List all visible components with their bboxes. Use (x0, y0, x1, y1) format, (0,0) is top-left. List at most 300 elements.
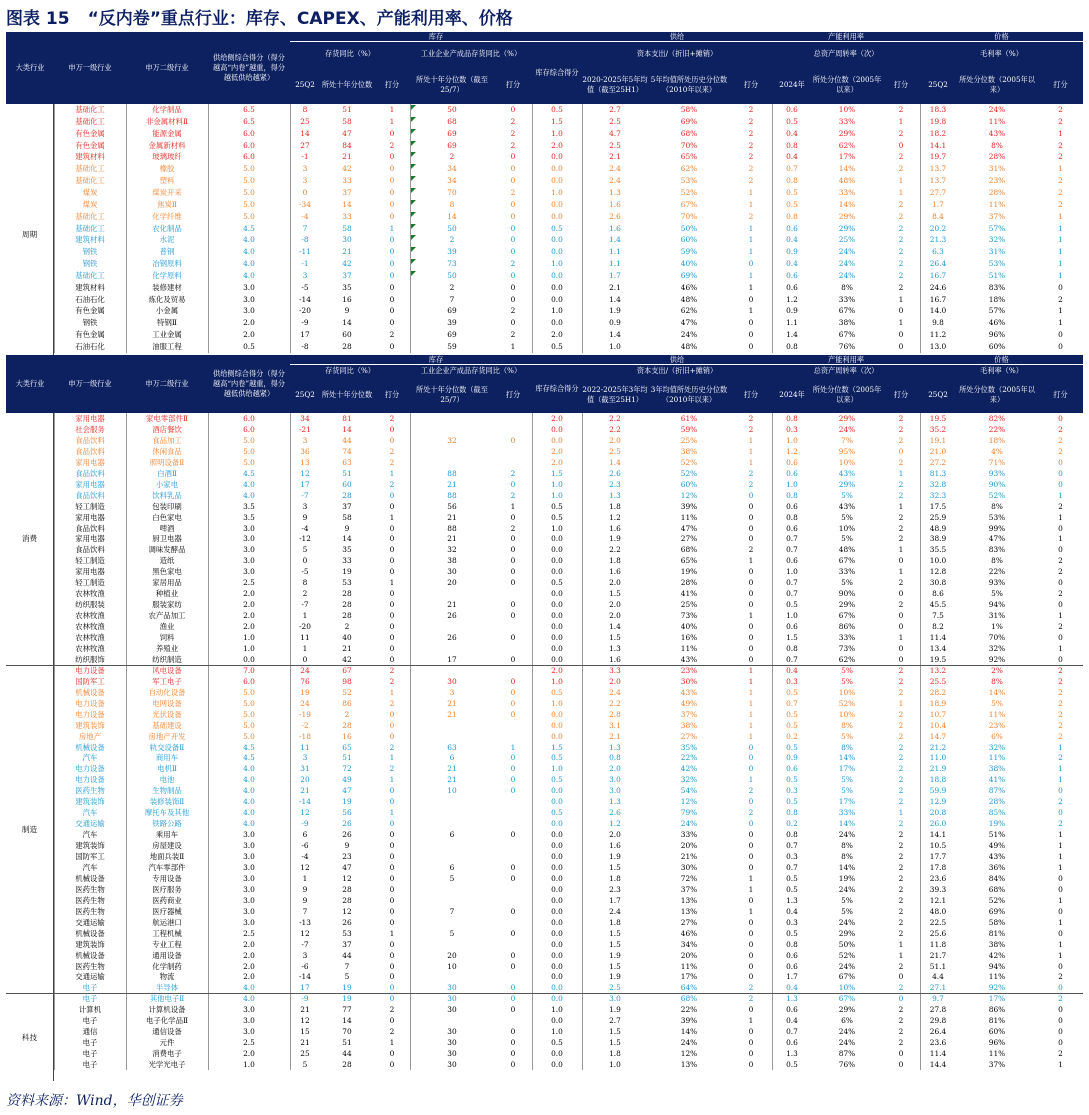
cell-inv-q: -11 (299, 247, 311, 257)
cell-util-2024: 0.7 (786, 654, 798, 664)
cell-supply-score: 5.0 (243, 457, 255, 467)
table-row (6, 1004, 1083, 1015)
cell-util-2024: 0.8 (786, 342, 798, 351)
cell-capex-avg: 1.5 (609, 1027, 621, 1037)
cell-capex-avg: 2.3 (609, 884, 621, 894)
cell-capex-score: 1 (748, 556, 754, 566)
cell-inv-total: 1.0 (551, 698, 563, 708)
cell-ind-score: 0 (510, 247, 516, 257)
flag-marker (411, 235, 416, 240)
cell-ind-score: 0 (510, 556, 516, 566)
cell-inv-score: 0 (389, 306, 395, 316)
cell-capex-score: 1 (748, 709, 754, 719)
cell-gm-pct: 17% (988, 994, 1006, 1004)
cell-util-pct: 24% (838, 259, 856, 269)
cell-inv-q: 2 (302, 589, 308, 599)
cell-sw1: 社会服务 (75, 424, 105, 434)
header-price: 价格 (920, 32, 1083, 42)
cell-ind-score: 2 (510, 140, 516, 150)
cell-util-pct: 10% (838, 105, 856, 114)
cell-gm-pct: 28% (988, 187, 1006, 197)
cell-gm-q: 18.2 (929, 128, 947, 138)
header-sw2-b: 申万二级行业 (145, 379, 189, 388)
cell-inv-score: 2 (389, 330, 395, 340)
cell-inv-score: 2 (389, 764, 395, 774)
cell-gm-q: 81.3 (929, 468, 947, 478)
cell-gm-score: 2 (1058, 622, 1063, 632)
cell-gm-q: 10.0 (929, 556, 947, 566)
cell-gm-score: 1 (1058, 852, 1063, 861)
cell-capex-pct: 11% (680, 961, 698, 971)
cell-util-score: 2 (898, 152, 904, 162)
cell-sw2: 医疗服务 (152, 884, 182, 894)
cell-util-score: 2 (898, 270, 904, 280)
cell-gm-pct: 83% (988, 282, 1006, 292)
cell-gm-score: 0 (1058, 961, 1063, 971)
cell-sw1: 电子 (82, 1038, 98, 1048)
cell-gm-pct: 31% (988, 611, 1006, 621)
cell-inv-score: 0 (389, 294, 395, 304)
header-y2024-b: 2024年 (779, 390, 805, 399)
cell-sw2: 农产品加工 (148, 611, 186, 621)
sector-label: 消费 (6, 413, 54, 665)
table-row (6, 163, 1083, 175)
cell-sw2: 家电零部件Ⅱ (146, 414, 188, 423)
cell-gm-score: 1 (1058, 643, 1063, 653)
cell-util-pct: 43% (838, 468, 856, 478)
table-row (6, 512, 1083, 523)
cell-gm-q: 24.6 (929, 282, 947, 292)
cell-gm-q: 27.8 (929, 1005, 947, 1015)
cell-capex-pct: 38% (680, 446, 698, 456)
header-q-2-b: 25Q2 (928, 390, 948, 399)
cell-inv-pct: 12 (342, 873, 352, 883)
cell-capex-avg: 2.0 (609, 600, 621, 610)
cell-supply-score: 2.5 (243, 1038, 255, 1048)
cell-util-score: 0 (898, 654, 904, 664)
cell-ind-score: 1 (510, 501, 516, 511)
cell-util-pct: 24% (838, 1038, 856, 1048)
table-row (6, 544, 1083, 555)
cell-gm-pct: 14% (988, 687, 1006, 697)
cell-ind-pct: 26 (447, 611, 457, 621)
cell-capex-score: 0 (748, 654, 754, 664)
cell-gm-pct: 57% (988, 306, 1006, 316)
cell-util-score: 1 (898, 294, 904, 304)
cell-util-pct: 14% (838, 164, 856, 174)
cell-util-score: 0 (898, 306, 904, 316)
cell-util-2024: 0.5 (786, 1060, 798, 1070)
cell-inv-pct: 9 (344, 306, 350, 316)
cell-gm-score: 0 (1058, 654, 1063, 664)
cell-ind-pct: 20 (447, 950, 457, 960)
cell-gm-pct: 38% (988, 764, 1006, 774)
cell-capex-pct: 42% (680, 764, 698, 774)
cell-sw1: 交通运输 (75, 917, 105, 927)
cell-util-score: 1 (898, 939, 904, 949)
cell-util-score: 2 (898, 775, 904, 785)
cell-inv-pct: 58 (342, 512, 352, 522)
cell-util-pct: 43% (838, 501, 856, 511)
cell-gm-q: 45.5 (929, 600, 947, 610)
cell-supply-score: 3.5 (243, 501, 255, 511)
cell-inv-total: 0.0 (551, 1016, 563, 1026)
cell-ind-score: 0 (510, 611, 516, 621)
cell-sw2: 普钢 (159, 247, 175, 257)
cell-inv-q: 7 (302, 223, 308, 233)
cell-capex-score: 1 (748, 235, 754, 245)
cell-inv-pct: 63 (342, 457, 352, 467)
cell-capex-avg: 3.0 (609, 994, 621, 1004)
cell-sw1: 机械设备 (75, 687, 105, 697)
cell-util-pct: 33% (838, 633, 856, 642)
cell-util-score: 0 (898, 330, 904, 340)
cell-ind-score: 0 (510, 709, 516, 719)
cell-ind-pct: 30 (447, 983, 457, 993)
cell-inv-total: 0.0 (551, 819, 563, 829)
cell-util-score: 0 (898, 589, 904, 599)
cell-sw1: 钢铁 (82, 259, 98, 269)
cell-sw2: 橡胶 (159, 164, 175, 174)
cell-capex-score: 0 (748, 742, 754, 752)
cell-inv-score: 0 (389, 235, 395, 245)
table-row (6, 588, 1083, 599)
cell-inv-score: 2 (389, 414, 395, 423)
cell-sw1: 电力设备 (75, 775, 105, 785)
cell-sw2: 食品加工 (152, 435, 182, 445)
cell-capex-pct: 47% (680, 523, 698, 533)
cell-inv-total: 0.5 (551, 775, 563, 785)
cell-gm-score: 2 (1058, 567, 1063, 577)
cell-ind-pct: 32 (447, 435, 457, 445)
cell-inv-pct: 58 (342, 223, 352, 233)
header-score-3-b: 打分 (743, 390, 759, 399)
cell-gm-score: 2 (1058, 424, 1063, 434)
cell-ind-score: 0 (510, 928, 516, 938)
cell-ind-pct: 56 (447, 501, 457, 511)
cell-capex-pct: 60% (680, 235, 698, 245)
cell-ind-score: 0 (510, 211, 516, 221)
cell-gm-pct: 52% (988, 490, 1006, 500)
cell-ind-score: 0 (510, 294, 516, 304)
cell-util-score: 2 (898, 797, 904, 807)
cell-gm-pct: 82% (988, 414, 1006, 423)
cell-inv-pct: 51 (342, 753, 352, 763)
cell-gm-score: 2 (1058, 797, 1063, 807)
cell-inv-total: 0.0 (551, 534, 563, 544)
cell-util-pct: 25% (838, 235, 856, 245)
cell-sw1: 纺织服装 (75, 600, 105, 610)
cell-sw1: 建筑材料 (75, 235, 105, 245)
cell-supply-score: 4.0 (243, 479, 255, 489)
cell-inv-score: 2 (389, 665, 395, 675)
cell-ind-score: 0 (510, 906, 516, 916)
header-score-1-b: 打分 (384, 390, 400, 399)
cell-ind-pct: 69 (447, 330, 457, 340)
cell-ind-pct: 30 (447, 676, 457, 686)
cell-inv-pct: 37 (342, 270, 352, 280)
cell-gm-pct: 47% (988, 534, 1006, 544)
cell-util-2024: 0.3 (786, 676, 798, 686)
header-price-sub-b: 毛利率（%） (980, 366, 1023, 375)
cell-util-2024: 0.6 (786, 622, 798, 632)
cell-gm-q: 13.2 (929, 665, 947, 675)
table-row (6, 104, 1083, 116)
cell-util-2024: 0.4 (786, 235, 798, 245)
cell-capex-pct: 69% (680, 116, 698, 126)
cell-gm-q: 20.8 (929, 808, 947, 818)
cell-ind-pct: 38 (447, 556, 457, 566)
cell-ind-pct: 30 (447, 994, 457, 1004)
cell-sw2: 厨卫电器 (152, 534, 182, 544)
cell-inv-score: 0 (389, 950, 395, 960)
cell-gm-pct: 37% (988, 1060, 1006, 1070)
cell-ind-pct: 8 (449, 199, 455, 209)
cell-ind-score: 2 (510, 259, 516, 269)
cell-sw1: 食品饮料 (75, 446, 105, 456)
cell-sw2: 光伏设备 (152, 709, 182, 719)
cell-gm-score: 0 (1058, 523, 1063, 533)
header-capex-avg-b: 2022-2025年3年均值（截至25H1） (582, 385, 648, 404)
table-row (6, 939, 1083, 950)
cell-util-2024: 0.5 (786, 742, 798, 752)
header-score-2: 打分 (505, 80, 521, 89)
cell-capex-score: 0 (748, 841, 754, 851)
table-row (6, 479, 1083, 490)
header-util: 产能利用率 (772, 32, 920, 42)
cell-sw1: 建筑装饰 (75, 939, 105, 949)
table-row (6, 873, 1083, 884)
cell-supply-score: 6.0 (243, 140, 255, 150)
cell-inv-pct: 51 (342, 105, 352, 114)
cell-inv-score: 0 (389, 176, 395, 186)
table-row (6, 270, 1083, 282)
cell-ind-pct: 6 (449, 830, 455, 840)
cell-ind-score: 2 (510, 116, 516, 126)
cell-gm-score: 2 (1058, 819, 1063, 829)
cell-inv-q: -2 (301, 720, 309, 730)
cell-util-score: 2 (898, 211, 904, 221)
cell-capex-score: 1 (748, 611, 754, 621)
cell-capex-avg: 1.3 (609, 187, 621, 197)
header-capex-avg: 2020-2025年5年均值（截至25H1） (582, 75, 648, 94)
cell-ind-score: 0 (510, 479, 516, 489)
cell-util-2024: 1.0 (786, 567, 798, 577)
cell-util-2024: 0.7 (786, 1027, 798, 1037)
cell-inv-score: 0 (389, 873, 395, 883)
cell-inv-pct: 28 (342, 884, 352, 894)
flag-marker (411, 212, 416, 217)
cell-supply-score: 4.0 (243, 764, 255, 774)
cell-inv-score: 0 (389, 1016, 395, 1026)
cell-inv-score: 1 (389, 578, 395, 588)
cell-gm-pct: 43% (988, 852, 1006, 861)
table-row (6, 246, 1083, 258)
cell-inv-q: 9 (302, 895, 308, 905)
cell-inv-pct: 37 (342, 187, 352, 197)
cell-inv-score: 0 (389, 567, 395, 577)
cell-inv-q: 3 (302, 501, 308, 511)
cell-util-pct: 19% (838, 873, 856, 883)
cell-supply-score: 3.5 (243, 512, 255, 522)
cell-ind-pct: 21 (447, 709, 457, 719)
cell-inv-q: 3 (302, 164, 308, 174)
cell-capex-avg: 2.5 (609, 116, 621, 126)
cell-supply-score: 3.0 (243, 306, 255, 316)
cell-capex-score: 2 (748, 128, 754, 138)
cell-inv-score: 1 (389, 928, 395, 938)
cell-capex-score: 1 (748, 906, 754, 916)
cell-sw1: 家用电器 (75, 567, 105, 577)
table-row (6, 698, 1083, 709)
cell-inv-total: 0.5 (551, 501, 563, 511)
cell-inv-total: 0.0 (551, 199, 563, 209)
cell-sw1: 石油石化 (75, 294, 105, 304)
cell-inv-total: 0.0 (551, 709, 563, 719)
cell-util-score: 2 (898, 490, 904, 500)
cell-capex-avg: 1.9 (609, 972, 621, 982)
cell-inv-pct: 47 (342, 786, 352, 796)
cell-gm-q: 38.9 (929, 534, 947, 544)
cell-sw2: 医药商业 (152, 895, 182, 905)
cell-inv-q: 7 (302, 906, 308, 916)
cell-gm-q: 28.2 (929, 687, 947, 697)
cell-util-pct: 8% (841, 852, 853, 861)
cell-inv-q: 31 (300, 764, 310, 774)
flag-marker (411, 188, 416, 193)
cell-capex-pct: 70% (680, 140, 698, 150)
cell-inv-score: 0 (389, 424, 395, 434)
cell-gm-pct: 51% (988, 830, 1006, 840)
cell-gm-q: 27.2 (929, 457, 947, 467)
cell-capex-score: 0 (748, 490, 754, 500)
cell-ind-score: 0 (510, 830, 516, 840)
cell-sw2: 军工电子 (152, 676, 182, 686)
cell-gm-score: 2 (1058, 994, 1063, 1004)
cell-gm-score: 2 (1058, 435, 1063, 445)
cell-sw1: 农林牧渔 (75, 643, 105, 653)
cell-util-score: 2 (898, 676, 904, 686)
table-row (6, 523, 1083, 534)
cell-capex-score: 0 (748, 1027, 754, 1037)
cell-capex-avg: 2.2 (609, 414, 621, 423)
cell-util-2024: 0.7 (786, 862, 798, 872)
cell-inv-pct: 28 (342, 589, 352, 599)
cell-inv-score: 0 (389, 342, 395, 351)
cell-inv-score: 0 (389, 972, 395, 982)
cell-capex-avg: 3.3 (609, 665, 621, 675)
cell-gm-pct: 41% (988, 775, 1006, 785)
cell-capex-score: 0 (748, 862, 754, 872)
cell-util-score: 2 (898, 764, 904, 774)
cell-sw1: 有色金属 (75, 306, 105, 316)
cell-inv-q: 34 (300, 414, 310, 423)
header-capex: 资本支出/（折旧+摊销） (636, 49, 718, 58)
cell-util-pct: 52% (838, 698, 856, 708)
cell-util-score: 1 (898, 468, 904, 478)
cell-util-score: 2 (898, 247, 904, 257)
cell-inv-q: -13 (299, 917, 311, 927)
cell-gm-q: 20.2 (929, 223, 947, 233)
cell-capex-pct: 25% (680, 435, 698, 445)
cell-util-pct: 67% (838, 994, 856, 1004)
cell-util-2024: 0.6 (786, 961, 798, 971)
cell-capex-score: 0 (748, 972, 754, 982)
cell-capex-score: 0 (748, 1038, 754, 1048)
cell-util-2024: 0.6 (786, 523, 798, 533)
cell-gm-pct: 32% (988, 235, 1006, 245)
cell-gm-score: 0 (1058, 342, 1063, 351)
flag-marker (411, 247, 416, 252)
cell-util-score: 1 (898, 187, 904, 197)
cell-util-pct: 10% (838, 687, 856, 697)
cell-inv-q: 8 (302, 578, 308, 588)
cell-capex-score: 0 (748, 512, 754, 522)
header-capex-pct: 5年均值所处历史分位数（2010年以来） (650, 75, 728, 94)
table-row (6, 128, 1083, 140)
cell-gm-score: 1 (1058, 764, 1063, 774)
cell-inv-total: 0.0 (551, 622, 563, 632)
cell-sw1: 建筑材料 (75, 282, 105, 292)
cell-sw2: 纺织制造 (152, 654, 182, 664)
cell-gm-score: 2 (1058, 501, 1063, 511)
cell-inv-pct: 40 (342, 633, 352, 642)
cell-inv-total: 0.0 (551, 611, 563, 621)
cell-sw1: 电力设备 (75, 709, 105, 719)
cell-gm-score: 1 (1058, 247, 1063, 257)
cell-sw1: 农林牧渔 (75, 611, 105, 621)
cell-inv-total: 0.0 (551, 895, 563, 905)
table-row (6, 917, 1083, 928)
cell-gm-q: 26.4 (929, 1027, 947, 1037)
cell-inv-q: 19 (300, 687, 310, 697)
flag-marker (411, 129, 416, 134)
cell-capex-avg: 2.1 (609, 731, 621, 741)
cell-capex-avg: 0.9 (609, 318, 621, 328)
cell-capex-score: 0 (748, 950, 754, 960)
cell-capex-pct: 52% (680, 187, 698, 197)
cell-sw1: 家用电器 (75, 414, 105, 423)
figure-heading: “反内卷”重点行业：库存、CAPEX、产能利用率、价格 (87, 9, 513, 29)
cell-inv-total: 0.5 (551, 753, 563, 763)
cell-ind-pct: 21 (447, 600, 457, 610)
cell-capex-pct: 37% (680, 709, 698, 719)
cell-ind-pct: 7 (449, 294, 455, 304)
cell-inv-score: 1 (389, 808, 395, 818)
cell-ind-pct: 21 (447, 534, 457, 544)
cell-util-score: 2 (898, 819, 904, 829)
cell-capex-avg: 1.7 (609, 895, 621, 905)
cell-capex-score: 0 (748, 928, 754, 938)
cell-inv-q: 5 (302, 1060, 308, 1070)
flag-marker (411, 105, 416, 110)
section-divider (6, 993, 1083, 994)
cell-util-score: 0 (898, 446, 904, 456)
cell-sw2: 工业金属 (152, 330, 182, 340)
cell-util-2024: 0.6 (786, 282, 798, 292)
cell-gm-score: 1 (1058, 841, 1063, 851)
cell-capex-score: 1 (748, 873, 754, 883)
cell-ind-score: 0 (510, 578, 516, 588)
cell-sw2: 计算机设备 (148, 1005, 186, 1015)
cell-util-pct: 5% (841, 665, 853, 675)
cell-gm-score: 2 (1058, 187, 1063, 197)
cell-capex-avg: 2.6 (609, 468, 621, 478)
cell-capex-pct: 34% (680, 939, 698, 949)
cell-supply-score: 6.5 (243, 116, 255, 126)
cell-ind-score: 1 (510, 342, 516, 351)
cell-capex-pct: 22% (680, 753, 698, 763)
